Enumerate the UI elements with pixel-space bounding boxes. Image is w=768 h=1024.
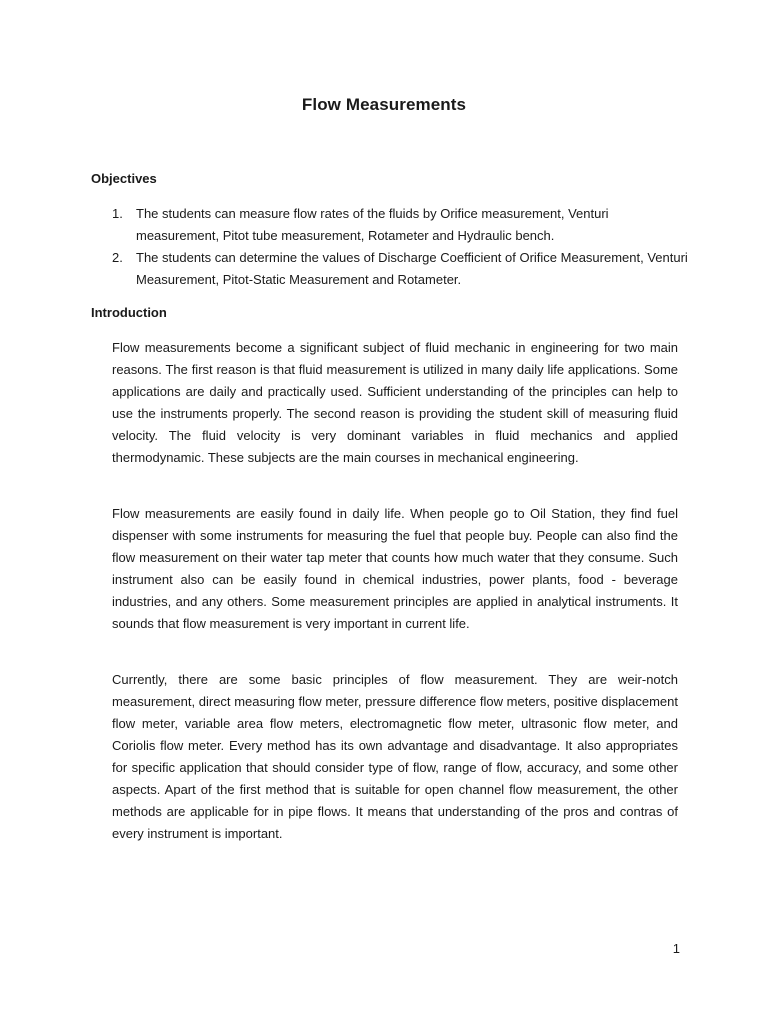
objectives-list	[112, 203, 692, 291]
introduction-paragraph-3: Currently, there are some basic principles of flow measurement. They are weir-notch measurement, direct measuring flow meter, pressure difference flow meters, positive displacement flow meter, variable area flow meters, electromagnetic flow meter, ultrasonic flow meter, and Coriolis flow meter. Every method has its own advantage and disadvantage. It also appropriates for specific application that should consider type of flow, range of flow, accuracy, and some other aspects. Apart of the first method that is suitable for open channel flow measurement, the other methods are applicable for in pipe flows. It means that understanding of the pros and contras of every instrument is important.	[112, 672, 678, 841]
objective-text: The students can measure flow rates of the fluids by Orifice measurement, Venturi measurement, Pitot tube measurement, Rotameter and Hydraulic bench.	[136, 206, 609, 243]
introduction-paragraph-2: Flow measurements are easily found in daily life. When people go to Oil Station, they find fuel dispenser with some instruments for measuring the fuel that people buy. People can also find the flow measurement on their water tap meter that counts how much water that they consume. Such instrument also can be easily found in chemical industries, power plants, food - beverage industries, and any others. Some measurement principles are applied in analytical instruments. It sounds that flow measurement is very important in current life.	[112, 506, 678, 631]
objective-number: 1.	[112, 206, 123, 221]
objectives-heading: Objectives	[91, 171, 157, 186]
introduction-heading: Introduction	[91, 305, 167, 320]
objective-item	[112, 247, 692, 291]
objective-number: 2.	[112, 250, 123, 265]
page-number: 1	[672, 941, 680, 956]
page-title: Flow Measurements	[301, 95, 467, 114]
objective-text: The students can determine the values of Discharge Coefficient of Orifice Measurement, Venturi Measurement, Pitot-Static Measurement and Rotameter.	[136, 250, 688, 287]
introduction-paragraph-1: Flow measurements become a significant subject of fluid mechanic in engineering for two main reasons. The first reason is that fluid measurement is utilized in many daily life applications. Some applications are daily and practically used. Sufficient understanding of the principles can help to use the instruments properly. The second reason is providing the student skill of measuring fluid velocity. The fluid velocity is very dominant variables in fluid mechanics and applied thermodynamic. These subjects are the main courses in mechanical engineering.	[112, 340, 678, 465]
objective-item	[112, 203, 692, 247]
